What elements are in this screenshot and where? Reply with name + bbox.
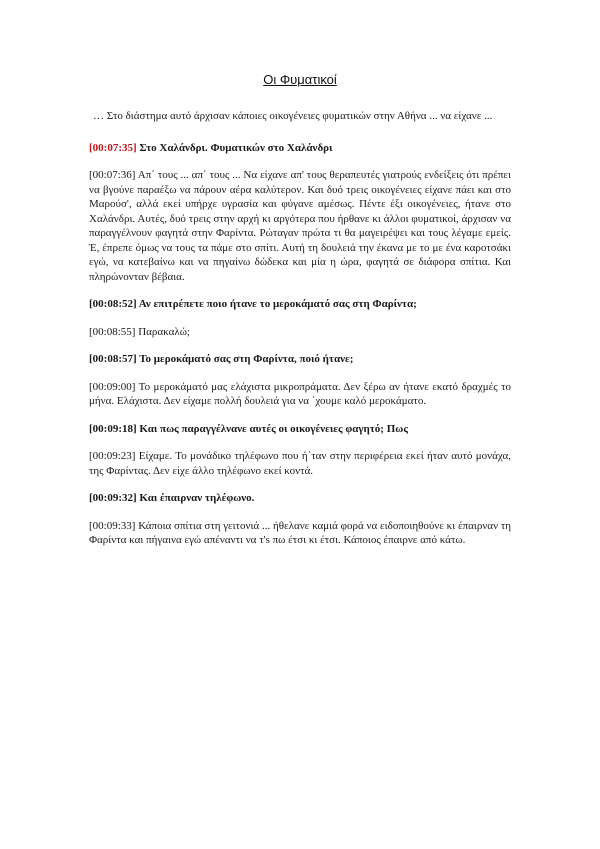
question-paragraph: [00:08:57] Το μεροκάματό σας στη Φαρίντα, ποιό ήτανε; [89,353,354,365]
answer-paragraph: [00:09:23] Είχαμε. Το μονάδικο τηλέφωνο που ή΄ταν στην περιφέρεια εκεί ήταν αυτό μονάχα, της Φαρίντας. Δεν είχε άλλο τηλέφωνο εκεί κοντά. [89,450,511,477]
answer-paragraph: [00:09:00] Το μεροκάματό μας ελάχιστα μικροπράματα. Δεν ξέρω αν ήτανε εκατό δραχμές το μήνα. Ελάχιστα. Δεν είχαμε πολλή δουλειά για να ΄χουμε καλό μεροκάματο. [89,380,511,407]
answer-paragraph: [00:07:36] Απ΄ τους ... απ΄ τους ... Να είχανε απ' τους θεραπευτές γιατρούς ενδείξεις ότι πρέπει να βγούνε παραέξω να πάρουν αέρα καλύτερον. Και δυό τρεις οικογένειες είχανε πάει και στο Μαρούσ', αλλά εκεί υπήρχε υγρασία και φύγανε αμέσως. Πέντε έξι οικογένειες, ήτανε στο Χαλάνδρι. Αυτές, δυό τρεις στην αρχή κι αργότερα που ήρθανε κι άλλοι φυματικοί, άρχισαν να παραγγέλνουν φαγητά στην Φαρίντα. Ρώταγαν πρώτα τι θα μαγειρέψει και τους λέγαμε εμείς. Έ, έπρεπε όμως να τους τα πάμε στο σπίτι. Αυτή τη δουλειά την έκανα με το με ένα καροτσάκι εγώ, να κατεβαίνω και να πηγαίνω δώδεκα και μία η ώρα, φαγητά σε διάφορα σπίτια. Και πληρώνονταν βέβαια. [89,169,511,283]
question-paragraph: [00:09:18] Και πως παραγγέλνανε αυτές οι οικογένειες φαγητό; Πως [89,422,408,435]
document-page [89,72,511,561]
question-text: Στο Χαλάνδρι. Φυματικών στο Χαλάνδρι [139,141,333,154]
question-paragraph: [00:09:32] Και έπαιρναν τηλέφωνο. [89,492,255,504]
timestamp: [00:07:35] [89,141,137,154]
answer-paragraph: [00:08:55] Παρακαλώ; [89,325,190,338]
question-paragraph: [00:08:52] Αν επιτρέπετε ποιο ήτανε το μεροκάματό σας στη Φαρίντα; [89,298,417,310]
intro-text: … Στο διάστημα αυτό άρχισαν κάποιες οικογένειες φυματικών στην Αθήνα ... να είχανε ... [93,110,493,122]
answer-paragraph: [00:09:33] Κάποια σπίτια στη γειτονιά ... ήθελανε καμιά φορά να ειδοποιηθούνε κι έπαιρναν τη Φαρίντα και πήγαινα εγώ απέναντι να τ's πω έτσι κι έτσι. Κάποιος έπαιρνε από κάτω. [89,519,511,546]
intro-paragraph [89,109,511,124]
document-title: Οι Φυματικοί [263,72,337,87]
question-paragraph [89,141,511,156]
